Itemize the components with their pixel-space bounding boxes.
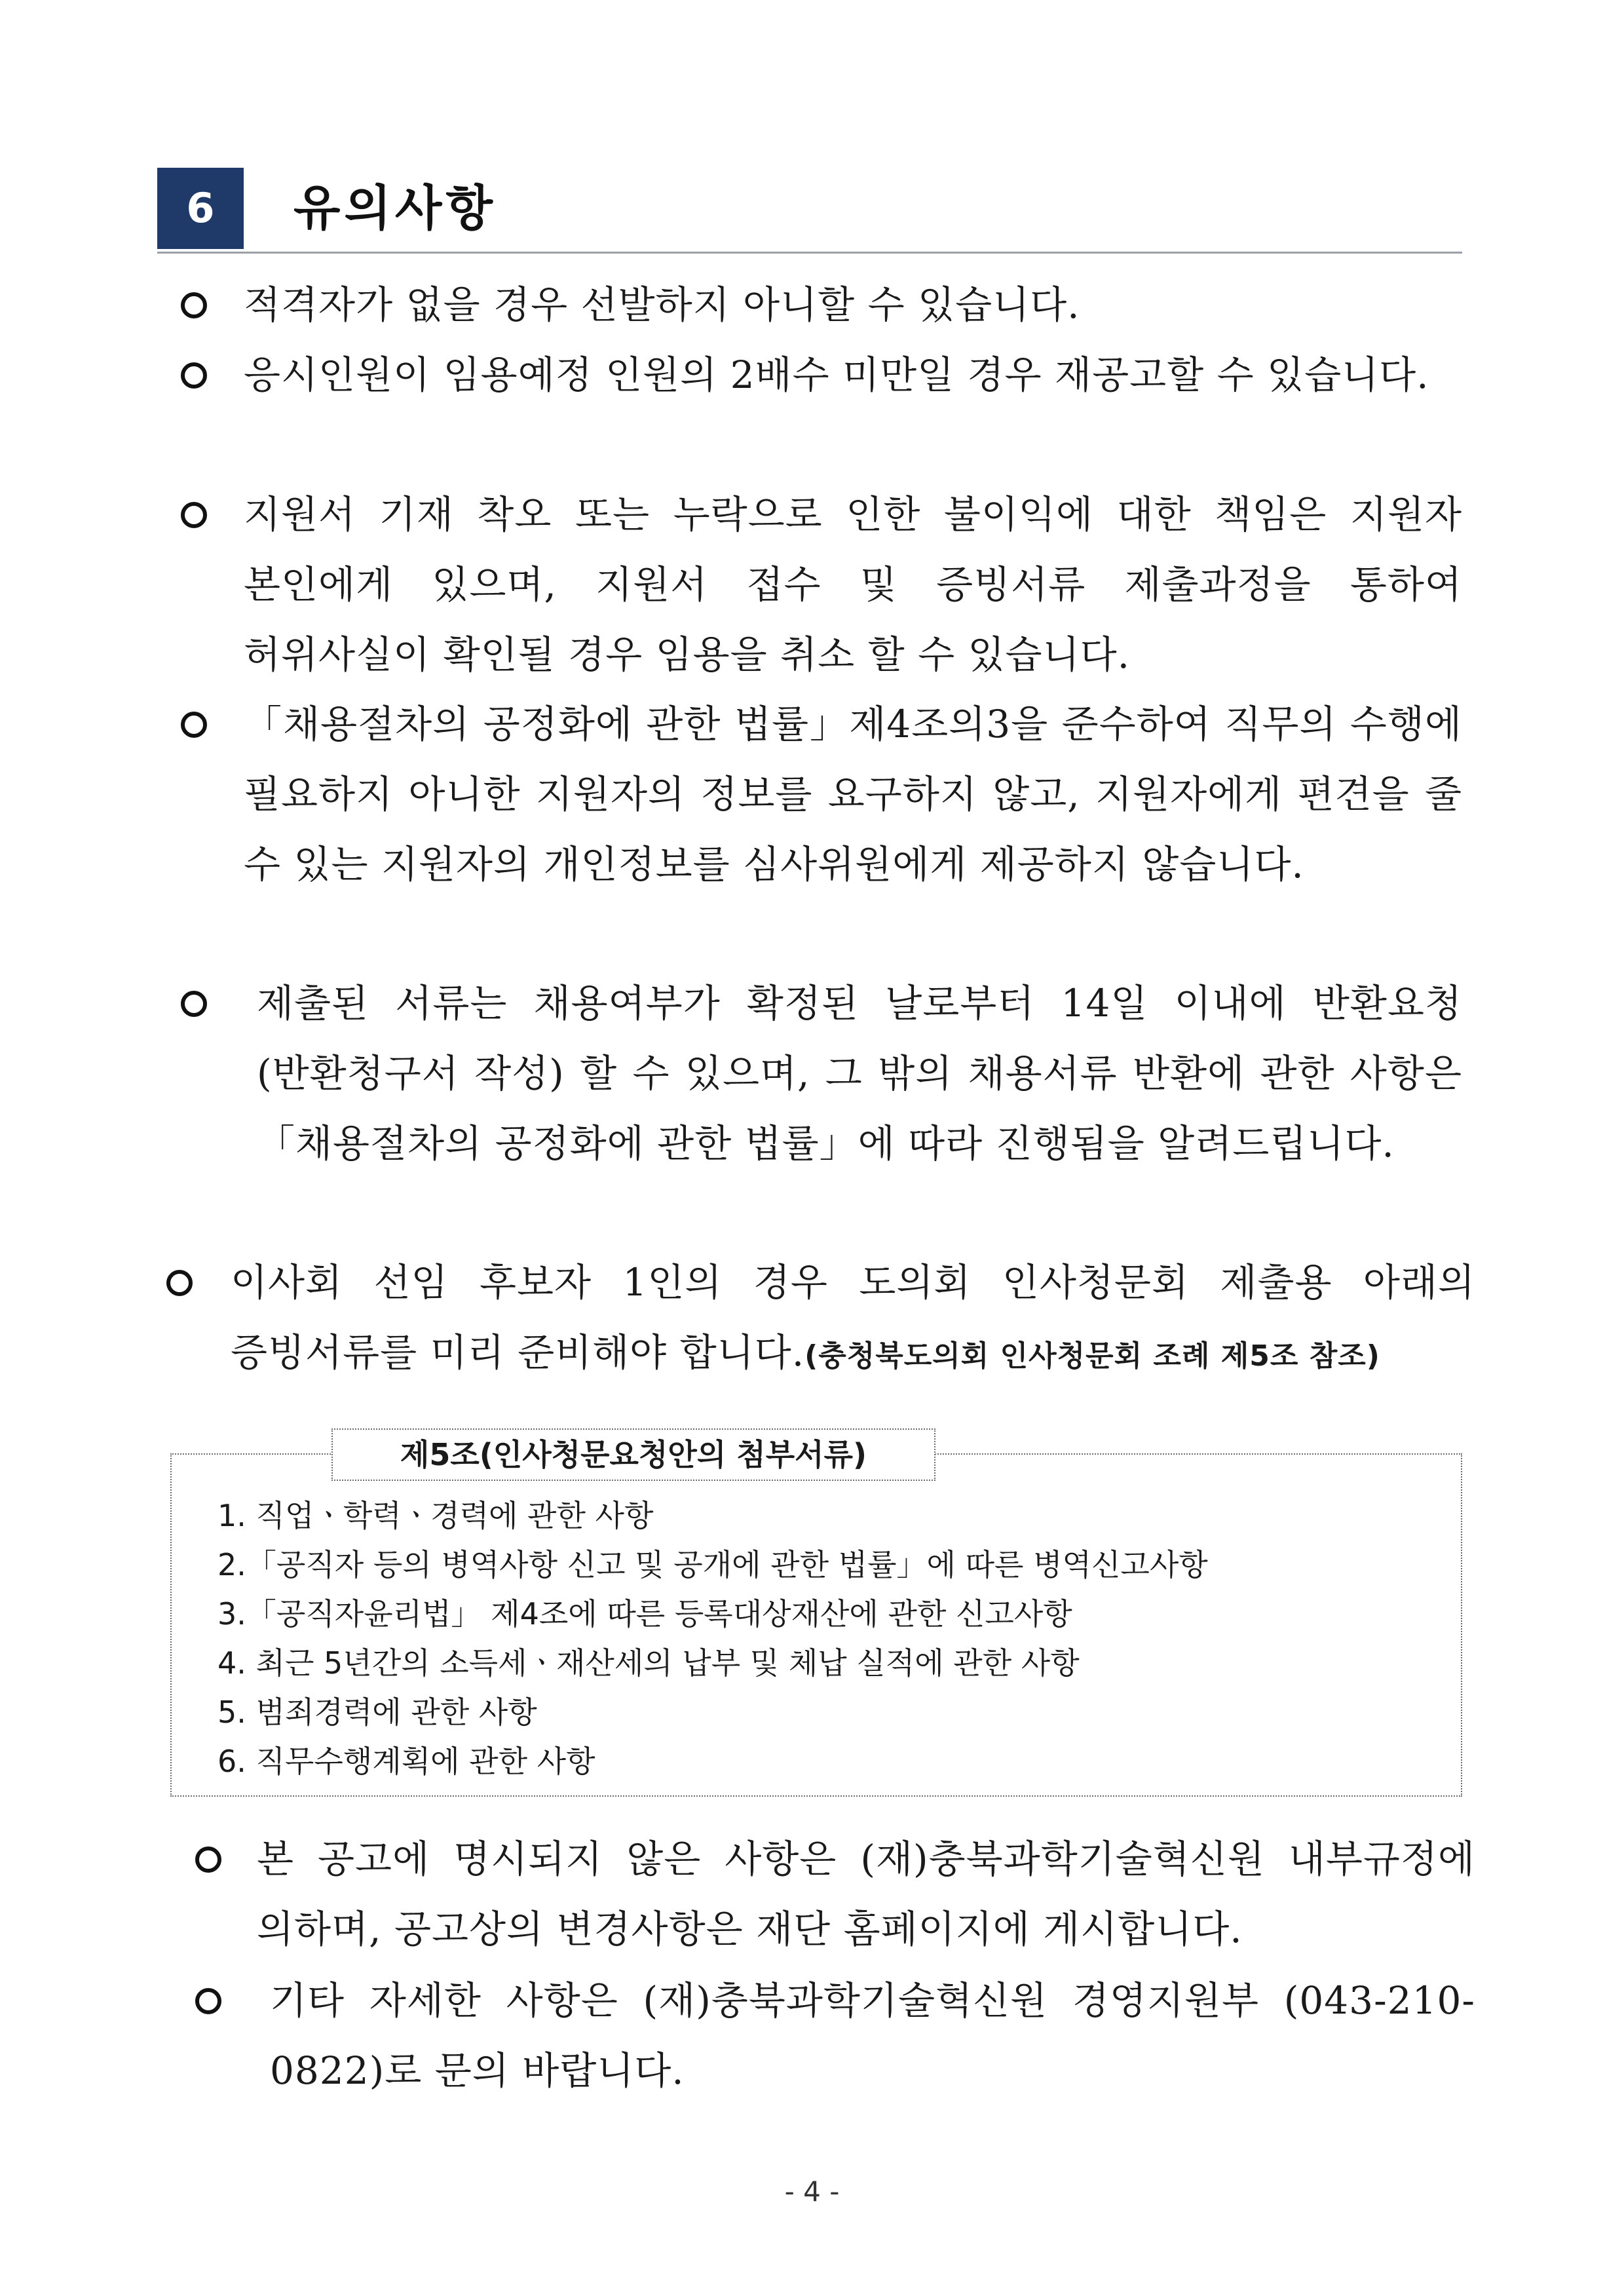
notice-item-text <box>231 1248 1475 1391</box>
notice-item-text: 「채용절차의 공정화에 관한 법률」제4조의3을 준수하여 직무의 수행에 필요하지 아니한 지원자의 정보를 요구하지 않고, 지원자에게 편견을 줄 수 있는 지원자의 개인정보를 심사위원에게 제공하지 않습니다. <box>244 702 1462 887</box>
notice-item-text: 적격자가 없을 경우 선발하지 아니할 수 있습니다. <box>244 282 1080 327</box>
section-divider <box>157 252 1462 254</box>
circle-bullet-icon <box>181 712 207 738</box>
notice-item-text: 본 공고에 명시되지 않은 사항은 (재)충북과학기술혁신원 내부규정에 의하며, 공고상의 변경사항은 재단 홈페이지에 게시합니다. <box>257 1837 1475 1951</box>
circle-bullet-icon <box>195 1988 221 2014</box>
notice-item-text: 제출된 서류는 채용여부가 확정된 날로부터 14일 이내에 반환요청(반환청구서 작성) 할 수 있으며, 그 밖의 채용서류 반환에 관한 사항은 「채용절차의 공정화에 관한 법률」에 따라 진행됨을 알려드립니다. <box>257 981 1462 1166</box>
section-title: 유의사항 <box>293 180 497 237</box>
page-number: - 4 - <box>784 2175 840 2208</box>
circle-bullet-icon <box>166 1270 193 1296</box>
notice-item-text: 지원서 기재 착오 또는 누락으로 인한 불이익에 대한 책임은 지원자 본인에게 있으며, 지원서 접수 및 증빙서류 제출과정을 통하여 허위사실이 확인될 경우 임용을 취소 할 수 있습니다. <box>244 492 1462 677</box>
list-item: 4. 최근 5년간의 소득세ㆍ재산세의 납부 및 체납 실적에 관한 사항 <box>217 1645 1080 1681</box>
section-number-badge: 6 <box>157 168 244 249</box>
notice-item-text: 응시인원이 임용예정 인원의 2배수 미만일 경우 재공고할 수 있습니다. <box>244 353 1429 397</box>
circle-bullet-icon <box>181 362 207 389</box>
article-box-list <box>217 1491 1449 1786</box>
list-item: 3.「공직자윤리법」 제4조에 따른 등록대상재산에 관한 신고사항 <box>217 1596 1072 1632</box>
notice-item-text: 기타 자세한 사항은 (재)충북과학기술혁신원 경영지원부 (043-210-0822)로 문의 바랍니다. <box>270 1978 1475 2093</box>
list-item: 1. 직업ㆍ학력ㆍ경력에 관한 사항 <box>217 1498 654 1533</box>
circle-bullet-icon <box>181 502 207 528</box>
list-item: 5. 범죄경력에 관한 사항 <box>217 1694 537 1730</box>
list-item: 6. 직무수행계획에 관한 사항 <box>217 1744 595 1779</box>
list-item: 2.「공직자 등의 병역사항 신고 및 공개에 관한 법률」에 따른 병역신고사항 <box>217 1547 1208 1582</box>
circle-bullet-icon <box>195 1846 221 1873</box>
notice-item-body: 이사회 선임 후보자 1인의 경우 도의회 인사청문회 제출용 아래의 증빙서류를 미리 준비해야 합니다. <box>231 1260 1475 1375</box>
circle-bullet-icon <box>181 991 207 1017</box>
circle-bullet-icon <box>181 292 207 318</box>
article-box-title: 제5조(인사청문요청안의 첨부서류) <box>331 1428 935 1481</box>
ordinance-reference: (충청북도의회 인사청문회 조례 제5조 참조) <box>804 1339 1380 1373</box>
section-header <box>157 168 1462 253</box>
